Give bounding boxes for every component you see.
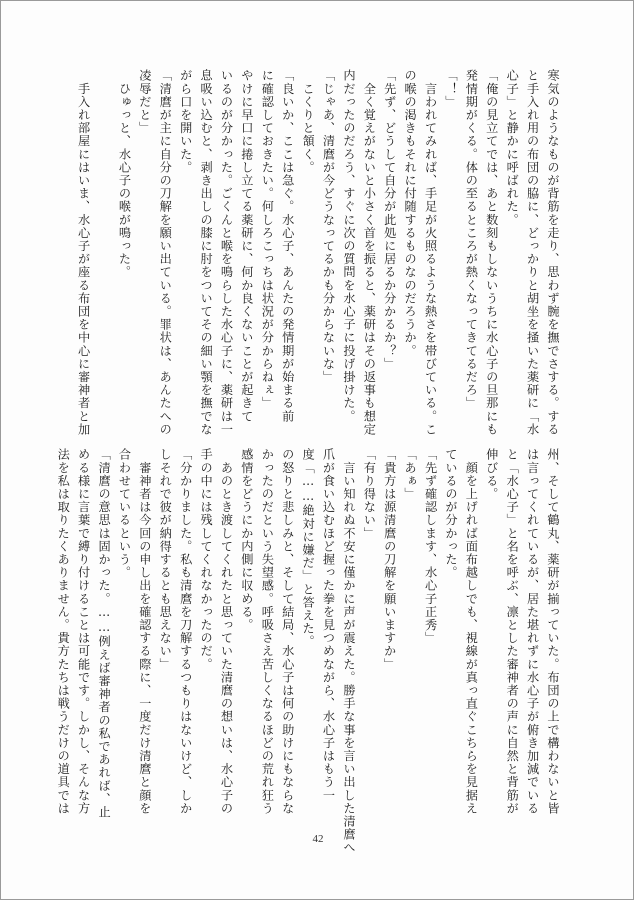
text-line: 全く覚えがないと小さく首を振ると、薬研はその返事も想定 (362, 69, 377, 436)
text-line: 内だったのだろう、すぐに次の質問を水心子に投げ掛けた。 (341, 69, 356, 423)
text-line: 「先ず、どうして自分が此処に居るか分かるか？」 (382, 69, 397, 371)
text-line: 州、そして鶴丸、薬研が揃っていた。布団の上で構わないと皆 (546, 448, 560, 815)
text-line: 言われてみれば、手足が火照るような熱さを帯びている。こ (423, 69, 438, 436)
text-line: やけに早口に捲し立てる薬研に、何か良くないことが起きて (239, 69, 254, 423)
text-line: 寒気のようなものが背筋を走り、思わず腕を撫でさする。する (546, 69, 560, 436)
text-line: 法を私は取りたくありません。貴方たちは戦うだけの道具では (56, 448, 71, 815)
upper-text-block (76, 69, 563, 436)
text-line: 発情期がくる。体の至るところが熱くなってきてるだろ」 (464, 69, 479, 410)
text-line: ひゅっと、水心子の喉が鳴った。 (117, 69, 132, 279)
text-line: 「有り得ない」 (362, 448, 377, 540)
page-number: 42 (312, 833, 324, 845)
text-line: 「！」 (443, 69, 458, 109)
text-line: 凌辱だと」 (137, 69, 152, 135)
text-line: 感情をどうにか内側に収める。 (239, 448, 254, 632)
text-line (94, 69, 114, 424)
text-line: 心子」と静かに呼ばれた。 (505, 69, 520, 227)
text-line: 伸びる。 (484, 448, 499, 501)
text-line: 「あぁ」 (403, 448, 418, 501)
text-line: いるのが分かった。ごくんと喉を鳴らした水心子に、薬研は一 (219, 69, 234, 436)
text-line: 「良いか、ここは急ぐ。水心子、あんたの発情期が始まる前 (280, 69, 295, 423)
text-line: 「貴方は源清麿の刀解を願いますか」 (382, 448, 397, 671)
text-line: と手入れ用の布団の脇に、どっかりと胡坐を掻いた薬研に「水 (525, 69, 540, 436)
text-line: 言い知れぬ不安に僅かに声が震えた。勝手な事を言い出した清麿へ (341, 448, 356, 855)
text-line: 「清麿が主に自分の刀解を願い出ている。罪状は、あんたへの (158, 69, 173, 436)
text-line: 「清麿の意思は固かった。……例えば審神者の私であれば、止 (97, 448, 112, 819)
text-line: める様に言葉で縛り付けることは可能です。しかし、そんな方 (76, 448, 91, 815)
text-line: 手の中には残してくれなかったのだ。 (199, 448, 214, 671)
text-line: 手入れ部屋にはいま、水心子が座る布団を中心に審神者と加 (76, 69, 91, 436)
text-line: の喉の渇きもそれに付随するものなのだろうか。 (403, 69, 418, 358)
text-line: 「じゃあ、清麿が今どうなってるかも分からないな」 (321, 69, 336, 384)
text-line: 「先ず確認します、水心子正秀」 (423, 448, 438, 645)
text-line: 合わせているという。 (117, 448, 132, 579)
text-line: ているのが分かった。 (443, 448, 458, 579)
text-line: 顔を上げれば面布越しでも、視線が真っ直ぐこちらを見据え (464, 448, 479, 815)
text-line: と「水心子」と名を呼ぶ、凛とした審神者の声に自然と背筋が (505, 448, 520, 815)
text-line: 審神者は今回の申し出を確認する際に、一度だけ清麿と顔を (137, 448, 152, 815)
text-line: かったのだという失望感。呼吸さえ苦しくなるほどの荒れ狂う (260, 448, 275, 815)
text-line: 「分かりました。私も清麿を刀解するつもりはないけど、しか (178, 448, 193, 815)
text-line: 息吸い込むと、剥き出しの膝に肘をついてその細い顎を撫でな (199, 69, 214, 436)
text-line: しそれで彼が納得するとも思えない」 (158, 448, 173, 671)
text-line: は言ってくれているが、居た堪れずに水心子が俯き加減でいる (525, 448, 540, 815)
text-line: がら口を開いた。 (178, 69, 193, 174)
text-line: の怒りと悲しみと、そして結局、水心子は何の助けにもならな (280, 448, 295, 815)
text-line: に確認しておきたい。何しろこっちは状況が分からねぇ」 (260, 69, 275, 410)
text-line: 爪が食い込むほど握った拳を見つめながら、水心子はもう一 (321, 448, 336, 802)
text-line: あのとき渡してくれたと思っていた清麿の想いは、水心子の (219, 448, 234, 815)
text-line: 度「……絶対に嫌だ」と答えた。 (301, 448, 316, 649)
text-line: 「俺の見立てでは、あと数刻もしないうちに水心子の旦那にも (484, 69, 499, 436)
text-line: こくりと頷く。 (301, 69, 316, 174)
